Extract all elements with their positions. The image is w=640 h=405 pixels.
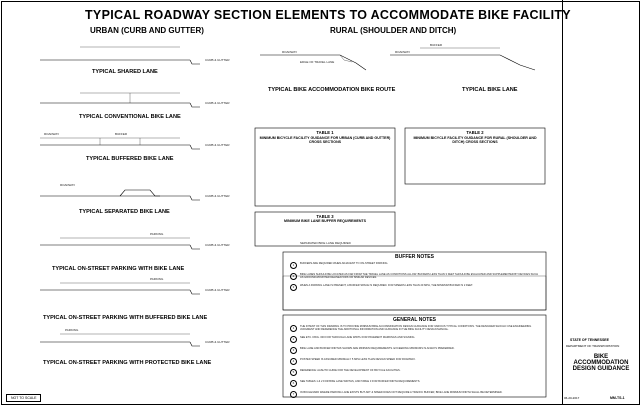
label-curb: CURB & GUTTER [205, 101, 230, 105]
caption-bike-route: TYPICAL BIKE ACCOMMODATION BIKE ROUTE [268, 87, 396, 93]
label-roadway: ROADWAY [44, 132, 60, 136]
label-curb: CURB & GUTTER [205, 58, 230, 62]
rural-heading: RURAL (SHOULDER AND DITCH) [330, 26, 457, 35]
label-parking: PARKING [150, 277, 164, 281]
general-note: BIKE LANE AND BUFFER WIDTHS SHOWN ARE MINIMUM REQUIREMENTS. EXCEEDING MINIMUMS IS ALWAYS PREFERRED. [300, 347, 455, 350]
buffer-note: WHEN A PARKING LANE IS PRESENT, A BUFFER SPACE IS REQUIRED. FOR SPEEDS LESS THAN 20 MPH, THE MINIMUM BUFFER IS 2 FEET. [300, 284, 474, 287]
table2-title: TABLE 2 [466, 130, 484, 135]
buffer-notes-list: 1 BUFFERS ARE REQUIRED WHEN ADJACENT TO ON-STREET PARKING. 2 BIKE LANES SHOULD BE LOCATED AS FAR FROM THE TRAVEL LANE AS CONDITIONS ALLOW. BUFFERS LESS THAN 3 FEET SHOULD BE EVALUATED AND SUPPLEMENTED BY DEVICES SUCH AS GROUND-MOUNTED DELINEATORS OR SIMILAR DEVICES. 3 WHEN A PARKING LANE IS PRESENT, A BUFFER SPACE IS REQUIRED. FOR SPEEDS LESS THAN 20 MPH, THE MINIMUM BUFFER IS 2 FEET. [290, 262, 540, 295]
not-to-scale-label: NOT TO SCALE [6, 394, 41, 402]
caption-conventional-bike-lane: TYPICAL CONVENTIONAL BIKE LANE [79, 114, 181, 120]
table3-note: SEPARATED BIKE LANE REQUIRED [300, 241, 351, 245]
label-curb: CURB & GUTTER [205, 143, 230, 147]
general-note: SEE ETC. DWG. 000 FOR THROUGH LANE WIDTH FOR PAVEMENT MARKINGS AND SIGNING. [300, 336, 416, 339]
urban-heading: URBAN (CURB AND GUTTER) [90, 26, 204, 35]
drawing-number: MM-TS-1 [610, 396, 625, 400]
title-block [562, 336, 640, 405]
caption-rural-bike-lane: TYPICAL BIKE LANE [462, 87, 518, 93]
dept-label: DEPARTMENT OF TRANSPORTATION [566, 344, 620, 348]
label-roadway: ROADWAY [395, 50, 411, 54]
caption-parking-protected: TYPICAL ON-STREET PARKING WITH PROTECTED BIKE LANE [43, 360, 212, 366]
label-curb: CURB & GUTTER [205, 243, 230, 247]
general-notes-heading: GENERAL NOTES [393, 317, 436, 323]
label-parking: PARKING [65, 328, 79, 332]
label-curb: CURB & GUTTER [205, 194, 230, 198]
general-note: POSTED SPEED IS ASSUMED MINIMALLY 5 MPH LESS THAN DESIGN SPEED FOR ROADWAY. [300, 358, 416, 361]
caption-buffered-bike-lane: TYPICAL BUFFERED BIKE LANE [86, 156, 174, 162]
buffer-notes-heading: BUFFER NOTES [395, 254, 434, 260]
buffer-note: BUFFERS ARE REQUIRED WHEN ADJACENT TO ON-STREET PARKING. [300, 262, 389, 265]
general-note: THE INTENT OF THIS DRAWING IS TO PROVIDE MINIMUM BIKE ACCOMMODATION DESIGN GUIDANCE FOR VARIOUS TYPICAL CONDITIONS. THE DESIGNER SHOULD USE ENGINEERING JUDGMENT AND REFERENCE THE ADDITIONAL INFORMATION AND GUIDANCE IN THE BIKE FACILITY DESIGN MANUAL. [300, 325, 532, 332]
page-title: TYPICAL ROADWAY SECTION ELEMENTS TO ACCOMMODATE BIKE FACILITY [85, 8, 571, 22]
label-parking: PARKING [150, 232, 164, 236]
drawing-name: BIKE ACCOMMODATION DESIGN GUIDANCE [572, 354, 630, 372]
general-note: SEE TABLES 1 & 2 FOR BIKE LANE WIDTHS, AND TABLE 3 FOR BUFFER WIDTH REQUIREMENTS. [300, 380, 421, 383]
label-curb: CURB & GUTTER [205, 340, 230, 344]
buffer-note: BIKE LANES SHOULD BE LOCATED AS FAR FROM THE TRAVEL LANE AS CONDITIONS ALLOW. BUFFERS LESS THAN 3 FEET SHOULD BE EVALUATED AND SUPPLEMENTED BY DEVICES SUCH AS GROUND-MOUNTED DELINEATORS OR SIMILAR DEVICES. [300, 273, 539, 280]
label-roadway: ROADWAY [282, 50, 298, 54]
label-buffer: BUFFER [430, 43, 442, 47]
label-curb: CURB & GUTTER [205, 288, 230, 292]
caption-separated-bike-lane: TYPICAL SEPARATED BIKE LANE [79, 209, 170, 215]
caption-shared-lane: TYPICAL SHARED LANE [92, 69, 158, 75]
drawing-date: 06-20-2017 [564, 396, 580, 400]
caption-parking-buffered: TYPICAL ON-STREET PARKING WITH BUFFERED BIKE LANE [43, 315, 208, 321]
general-note: IN BOULEVARD WHERE PARKING LANE EXISTS BUT ADT & SPEED DOES NOT REQUIRE A TRAFFIC BUFFER, BIKE LANE MINIMUM WIDTH SHALL BE DETERMINED. [300, 391, 503, 394]
general-notes-list: 1 THE INTENT OF THIS DRAWING IS TO PROVIDE MINIMUM BIKE ACCOMMODATION DESIGN GUIDANCE FOR VARIOUS TYPICAL CONDITIONS. THE DESIGNER SHOULD USE ENGINEERING JUDGMENT AND REFERENCE THE ADDITIONAL INFORMATION AND GUIDANCE IN THE BIKE FACILITY DESIGN MANUAL. 2 SEE ETC. DWG. 000 FOR THROUGH LANE WIDTH FOR PAVEMENT MARKINGS AND SIGNING. 3 BIKE LANE AND BUFFER WIDTHS SHOWN ARE MINIMUM REQUIREMENTS. EXCEEDING MINIMUMS IS ALWAYS PREFERRED. 4 POSTED SPEED IS ASSUMED MINIMALLY 5 MPH LESS THAN DESIGN SPEED FOR ROADWAY. 5 REFERENCE: AASHTO GUIDE FOR THE DEVELOPMENT OF BICYCLE FACILITIES. 6 SEE TABLES 1 & 2 FOR BIKE LANE WIDTHS, AND TABLE 3 FOR BUFFER WIDTH REQUIREMENTS. 7 IN BOULEVARD WHERE PARKING LANE EXISTS BUT ADT & SPEED DOES NOT REQUIRE A TRAFFIC BUFFER, BIKE LANE MINIMUM WIDTH SHALL BE DETERMINED. [290, 325, 540, 402]
label-roadway: ROADWAY [60, 183, 76, 187]
state-label: STATE OF TENNESSEE [570, 338, 609, 342]
general-note: REFERENCE: AASHTO GUIDE FOR THE DEVELOPMENT OF BICYCLE FACILITIES. [300, 369, 401, 372]
table3-subtitle: MINIMUM BIKE LANE BUFFER REQUIREMENTS [283, 219, 367, 223]
label-edge: EDGE OF TRAVEL LANE [300, 60, 335, 64]
label-buffer: BUFFER [115, 132, 127, 136]
table1-subtitle: MINIMUM BICYCLE FACILITY GUIDANCE FOR URBAN (CURB AND GUTTER) CROSS SECTIONS [259, 136, 391, 144]
table1-title: TABLE 1 [316, 130, 334, 135]
table2-subtitle: MINIMUM BICYCLE FACILITY GUIDANCE FOR RURAL (SHOULDER AND DITCH) CROSS SECTIONS [413, 136, 537, 144]
table3-title: TABLE 3 [316, 214, 334, 219]
caption-parking-bike-lane: TYPICAL ON-STREET PARKING WITH BIKE LANE [52, 266, 185, 272]
